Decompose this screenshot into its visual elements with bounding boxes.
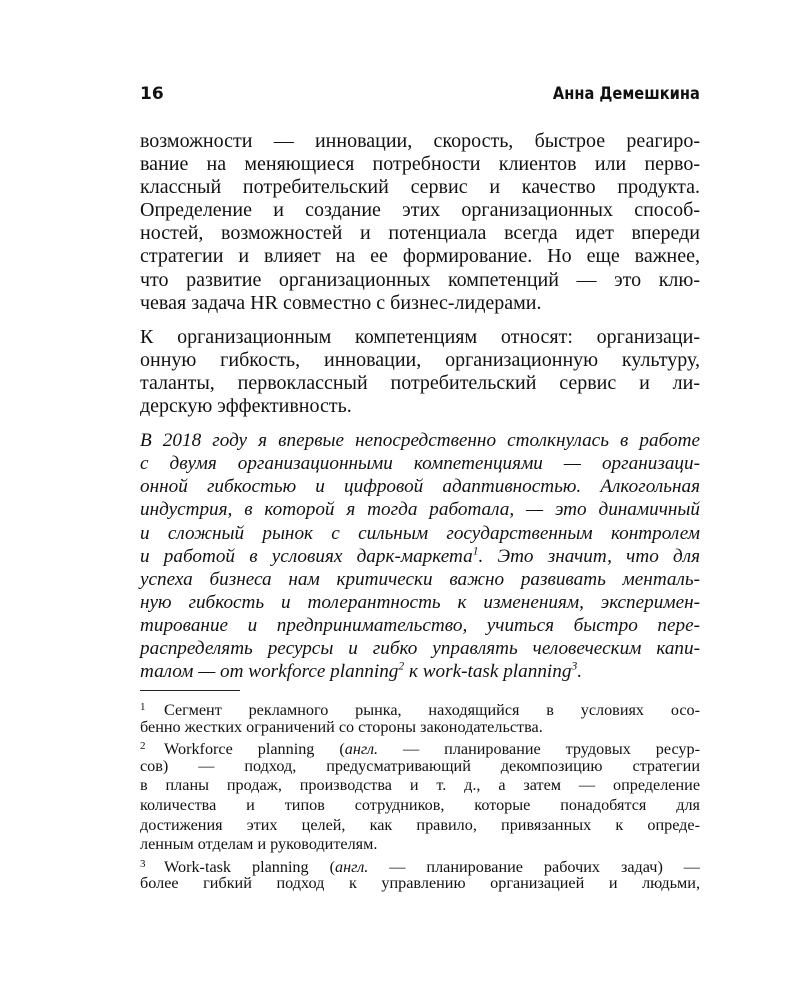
footnote-line: более гибкий подход к управлению организацией и людьми,: [140, 874, 700, 893]
running-author: Анна Демешкина: [553, 84, 700, 104]
text-line: классный потребительский сервис и качество продукта.: [140, 176, 700, 199]
footnote-text: — планирование рабочих задач) —: [368, 857, 700, 876]
quote-segment: . Это значит, что для: [478, 545, 700, 567]
author-quote: [140, 429, 700, 683]
footnote-2: [140, 737, 700, 855]
footnote-mark: 1: [140, 701, 146, 713]
text-line: ностей, возможностей и потенциала всегда идет впереди: [140, 222, 700, 245]
page-number: 16: [140, 84, 164, 104]
text-line: К организационным компетенциям относят: организаци-: [140, 325, 700, 348]
quote-line: В 2018 году я впервые непосредственно столкнулась в работе: [140, 430, 700, 452]
quote-segment: талом — от workforce planning: [140, 661, 399, 683]
footnote-text-em: англ.: [334, 857, 369, 876]
quote-line-with-ref: [140, 545, 700, 568]
footnote-ref-1[interactable]: 1: [472, 545, 479, 558]
footnote-3: [140, 855, 700, 894]
footnote-line: количества и типов сотрудников, которые понадобятся для: [140, 795, 700, 814]
main-text: [140, 130, 700, 683]
text-line: стратегии и влияет на ее формирование. Но еще важнее,: [140, 245, 700, 268]
footnote-line: ленным отделам и руководителям.: [140, 835, 378, 854]
text-line: дерскую эффективность.: [140, 395, 352, 418]
footnote-1: [140, 698, 700, 737]
quote-segment: .: [577, 661, 582, 683]
footnote-text: Work-task planning (: [164, 857, 335, 876]
running-header: [140, 84, 700, 108]
footnotes: [140, 698, 700, 894]
footnote-text-em: англ.: [344, 740, 379, 759]
quote-line: распределять ресурсы и гибко управлять человеческим капи-: [140, 637, 700, 659]
quote-line: и сложный рынок с сильным государственным контролем: [140, 522, 700, 544]
quote-line-with-refs: [140, 660, 700, 683]
footnote-line: [140, 737, 700, 757]
quote-line: индустрия, в которой я тогда работала, — это динамичный: [140, 499, 700, 521]
quote-line: с двумя организационными компетенциями — организаци-: [140, 453, 700, 475]
footnote-line: [140, 698, 700, 718]
footnote-ref-3[interactable]: 3: [571, 660, 578, 673]
footnote-line: в планы продаж, производства и т. д., а затем — определение: [140, 776, 700, 795]
footnote-mark: 3: [140, 857, 146, 870]
quote-line: успеха бизнеса нам критически важно развивать менталь-: [140, 568, 700, 590]
text-line: чевая задача HR совместно с бизнес-лидерами.: [140, 291, 542, 314]
paragraph-1: [140, 130, 700, 315]
footnote-mark: 2: [140, 740, 146, 753]
paragraph-2: [140, 326, 700, 418]
quote-line: онной гибкостью и цифровой адаптивностью. Алкогольная: [140, 476, 700, 498]
footnote-text: Workforce planning (: [164, 740, 345, 759]
text-line: онную гибкость, инновации, организационную культуру,: [140, 348, 700, 371]
footnote-line: сов) — подход, предусматривающий декомпозицию стратегии: [140, 756, 700, 775]
footnote-line: достижения этих целей, как правило, привязанных к опреде-: [140, 815, 700, 834]
quote-segment: к work-task planning: [404, 661, 572, 683]
footnote-line: бенно жестких ограничений со стороны законодательства.: [140, 717, 543, 736]
quote-line: ную гибкость и толерантность к изменениям, эксперимен-: [140, 591, 700, 613]
text-line: что развитие организационных компетенций — это клю-: [140, 268, 700, 291]
quote-segment: и работой в условиях дарк-маркета: [140, 545, 473, 567]
footnote-text: — планирование трудовых ресур-: [378, 740, 700, 759]
footnote-divider: [140, 690, 240, 691]
text-line: таланты, первоклассный потребительский сервис и ли-: [140, 371, 700, 394]
text-line: вание на меняющиеся потребности клиентов или перво-: [140, 153, 700, 176]
quote-line: тирование и предпринимательство, учиться быстро пере-: [140, 614, 700, 636]
footnote-text: Сегмент рекламного рынка, находящийся в условиях осо-: [164, 701, 700, 719]
footnote-line: [140, 855, 700, 875]
text-line: возможности — инновации, скорость, быстрое реагиро-: [140, 130, 700, 152]
text-line: Определение и создание этих организационных способ-: [140, 199, 700, 222]
footnote-ref-2[interactable]: 2: [398, 660, 405, 673]
